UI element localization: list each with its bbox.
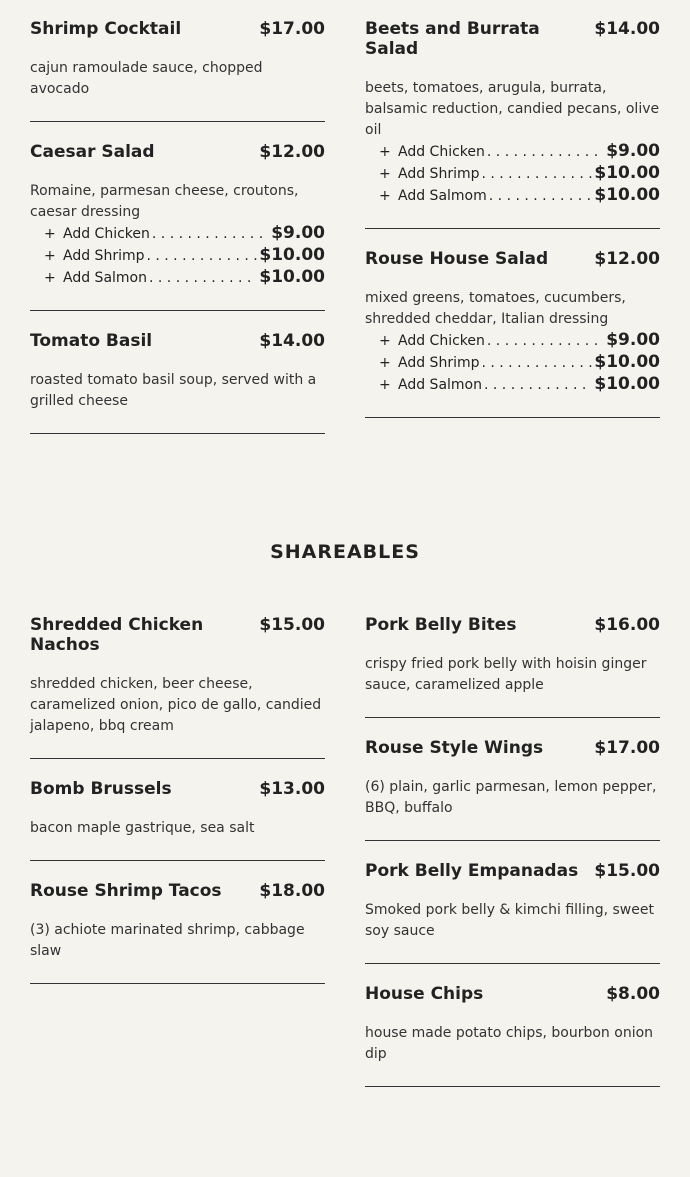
addon-price: $9.00 xyxy=(606,330,660,350)
menu-item-description: (6) plain, garlic parmesan, lemon pepper, BBQ, buffalo xyxy=(365,779,657,816)
menu-item-name: Rouse Style Wings xyxy=(365,738,544,758)
menu-item xyxy=(365,249,660,418)
menu-item-price: $15.00 xyxy=(259,615,325,635)
addon-row xyxy=(379,330,660,352)
menu-item-description: Smoked pork belly & kimchi filling, sweet soy sauce xyxy=(365,902,654,939)
menu-item-price: $17.00 xyxy=(594,738,660,758)
menu-item-name: Bomb Brussels xyxy=(30,779,172,799)
menu-item xyxy=(365,861,660,964)
menu-item-price: $16.00 xyxy=(594,615,660,635)
menu-item-header xyxy=(30,779,325,799)
plus-icon: + xyxy=(379,333,391,349)
dot-leader xyxy=(481,166,592,182)
menu-item-name: House Chips xyxy=(365,984,484,1004)
menu-item-description: shredded chicken, beer cheese, caramelized onion, pico de gallo, candied jalapeno, bbq cream xyxy=(30,676,322,734)
menu-item-description: house made potato chips, bourbon onion dip xyxy=(365,1025,654,1062)
menu-item-header xyxy=(30,615,325,655)
menu-item-price: $14.00 xyxy=(594,19,660,39)
menu-item-name: Rouse House Salad xyxy=(365,249,549,269)
menu-item-price: $13.00 xyxy=(259,779,325,799)
menu-item-header xyxy=(365,984,660,1004)
addon-row xyxy=(379,185,660,207)
salads-right-column xyxy=(365,0,660,438)
addon-name: Add Chicken xyxy=(398,144,485,160)
addon-row xyxy=(44,245,325,267)
menu-item-description: mixed greens, tomatoes, cucumbers, shredded cheddar, Italian dressing xyxy=(365,290,626,327)
dot-leader xyxy=(149,270,257,286)
addon-list xyxy=(30,223,325,289)
menu-item-description: beets, tomatoes, arugula, burrata, balsamic reduction, candied pecans, olive oil xyxy=(365,80,660,138)
addon-price: $10.00 xyxy=(259,245,325,265)
menu-item-header xyxy=(365,615,660,635)
menu-item-description: bacon maple gastrique, sea salt xyxy=(30,820,255,836)
menu-item-header xyxy=(365,861,660,881)
addon-price: $10.00 xyxy=(259,267,325,287)
dot-leader xyxy=(489,188,593,204)
addon-name: Add Salmom xyxy=(398,188,487,204)
addon-name: Add Shrimp xyxy=(63,248,145,264)
menu-item-price: $14.00 xyxy=(259,331,325,351)
menu-item-description: roasted tomato basil soup, served with a grilled cheese xyxy=(30,372,317,409)
menu-item-header xyxy=(30,881,325,901)
menu-item-name: Pork Belly Empanadas xyxy=(365,861,579,881)
menu-item-description: crispy fried pork belly with hoisin ginger sauce, caramelized apple xyxy=(365,656,647,693)
menu-item-price: $17.00 xyxy=(259,19,325,39)
menu-item-header xyxy=(30,19,325,39)
plus-icon: + xyxy=(379,144,391,160)
menu-item-description: (3) achiote marinated shrimp, cabbage slaw xyxy=(30,922,305,959)
menu-item-price: $8.00 xyxy=(606,984,660,1004)
menu-item xyxy=(365,615,660,718)
menu-item-price: $18.00 xyxy=(259,881,325,901)
menu-item-name: Caesar Salad xyxy=(30,142,155,162)
addon-price: $10.00 xyxy=(594,163,660,183)
menu-item xyxy=(365,984,660,1087)
menu-item-name: Rouse Shrimp Tacos xyxy=(30,881,222,901)
menu-item-header xyxy=(365,738,660,758)
addon-price: $10.00 xyxy=(594,352,660,372)
menu-item xyxy=(30,615,325,759)
menu-item-name: Shrimp Cocktail xyxy=(30,19,182,39)
menu-item-price: $12.00 xyxy=(259,142,325,162)
plus-icon: + xyxy=(44,226,56,242)
addon-name: Add Salmon xyxy=(63,270,147,286)
menu-item-price: $12.00 xyxy=(594,249,660,269)
section-title-shareables: SHAREABLES xyxy=(270,541,420,563)
plus-icon: + xyxy=(379,355,391,371)
addon-row xyxy=(44,267,325,289)
shareables-right-column xyxy=(365,596,660,1107)
menu-item-name: Beets and Burrata Salad xyxy=(365,19,540,59)
addon-list xyxy=(365,141,660,207)
addon-price: $10.00 xyxy=(594,185,660,205)
menu-item xyxy=(30,142,325,311)
plus-icon: + xyxy=(379,377,391,393)
addon-row xyxy=(379,352,660,374)
addon-row xyxy=(379,141,660,163)
dot-leader xyxy=(484,377,592,393)
addon-price: $9.00 xyxy=(606,141,660,161)
menu-item-description: Romaine, parmesan cheese, croutons, caesar dressing xyxy=(30,183,299,220)
menu-item-header xyxy=(365,19,660,59)
plus-icon: + xyxy=(44,248,56,264)
menu-item xyxy=(30,881,325,984)
addon-price: $10.00 xyxy=(594,374,660,394)
menu-item-name: Pork Belly Bites xyxy=(365,615,517,635)
plus-icon: + xyxy=(44,270,56,286)
dot-leader xyxy=(487,333,604,349)
plus-icon: + xyxy=(379,166,391,182)
addon-list xyxy=(365,330,660,396)
dot-leader xyxy=(146,248,257,264)
addon-name: Add Chicken xyxy=(398,333,485,349)
menu-item xyxy=(30,331,325,434)
addon-row xyxy=(379,163,660,185)
dot-leader xyxy=(487,144,604,160)
plus-icon: + xyxy=(379,188,391,204)
menu-item-description: cajun ramoulade sauce, chopped avocado xyxy=(30,60,263,97)
menu-item-name: Tomato Basil xyxy=(30,331,153,351)
dot-leader xyxy=(152,226,269,242)
menu-item-header xyxy=(30,142,325,162)
salads-left-column xyxy=(30,0,325,454)
shareables-left-column xyxy=(30,596,325,1004)
dot-leader xyxy=(481,355,592,371)
addon-name: Add Shrimp xyxy=(398,355,480,371)
addon-name: Add Chicken xyxy=(63,226,150,242)
menu-item-name: Shredded Chicken Nachos xyxy=(30,615,204,655)
menu-item-header xyxy=(365,249,660,269)
addon-name: Add Salmon xyxy=(398,377,482,393)
addon-row xyxy=(379,374,660,396)
addon-price: $9.00 xyxy=(271,223,325,243)
menu-item xyxy=(30,779,325,861)
menu-item-price: $15.00 xyxy=(594,861,660,881)
menu-item xyxy=(365,738,660,841)
addon-row xyxy=(44,223,325,245)
menu-item xyxy=(30,19,325,122)
addon-name: Add Shrimp xyxy=(398,166,480,182)
menu-item-header xyxy=(30,331,325,351)
menu-item xyxy=(365,19,660,229)
